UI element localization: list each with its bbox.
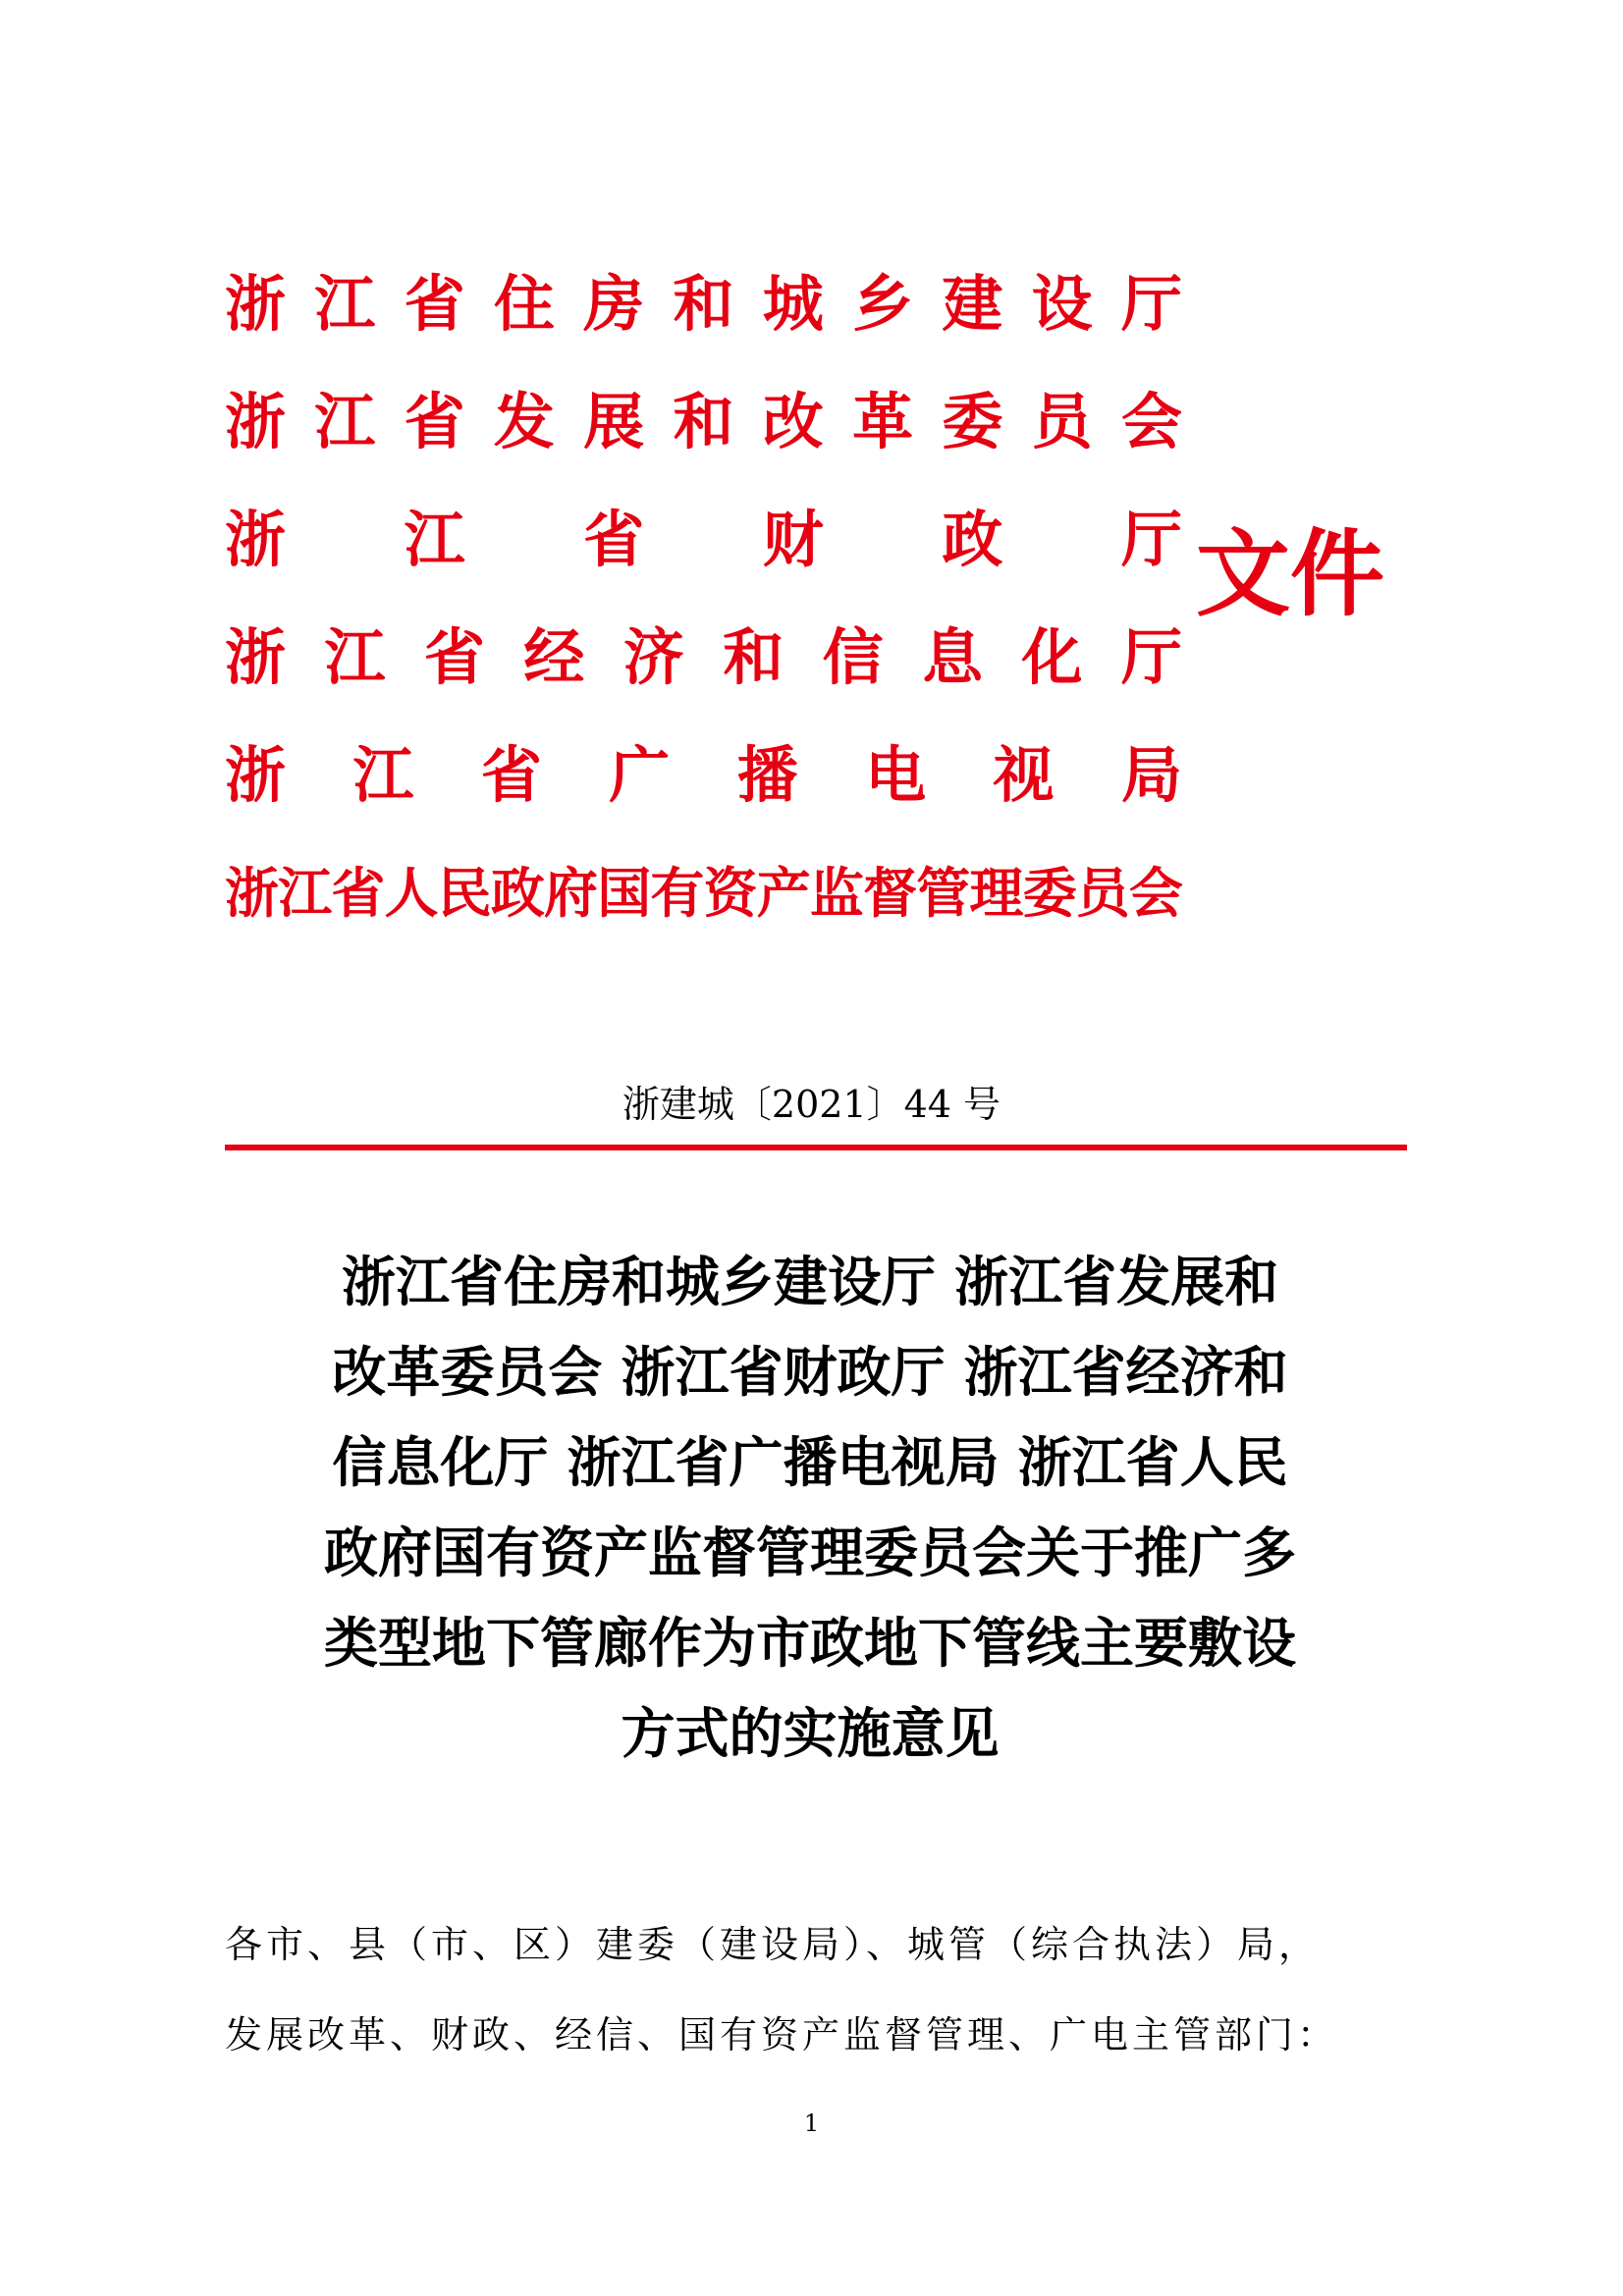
issuer-char: 资 (703, 861, 757, 925)
issuer-char: 浙 (225, 861, 279, 925)
issuer-char: 员 (1075, 861, 1129, 925)
issuer-char: 城 (762, 268, 824, 340)
document-suffix: 文件 (1196, 518, 1384, 629)
issuer-char: 省 (331, 861, 385, 925)
issuer-char: 会 (1128, 861, 1182, 925)
red-divider (225, 1145, 1407, 1150)
issuer-char: 江 (404, 504, 465, 575)
salutation (225, 1899, 1407, 2080)
issuer-char: 厅 (1120, 621, 1182, 693)
issuer-char: 有 (650, 861, 704, 925)
issuer-char: 浙 (225, 739, 287, 811)
issuer-char: 省 (423, 621, 485, 693)
title-line: 方式的实施意见 (621, 1701, 1000, 1765)
issuer-block (225, 245, 1182, 952)
issuer-char: 建 (942, 268, 1003, 340)
issuer-char: 委 (942, 386, 1003, 457)
issuer-char: 发 (493, 386, 555, 457)
title-line: 改革委员会 浙江省财政厅 浙江省经济和 (332, 1340, 1288, 1404)
issuer-char: 浙 (225, 504, 287, 575)
issuer-char: 国 (597, 861, 651, 925)
issuer-char: 政 (942, 504, 1003, 575)
issuer-char: 财 (762, 504, 824, 575)
issuer-char: 和 (673, 386, 734, 457)
issuer-char: 房 (583, 268, 645, 340)
issuer-line (225, 245, 1182, 363)
issuer-char: 和 (673, 268, 734, 340)
issuer-char: 省 (583, 504, 645, 575)
issuer-char: 乡 (852, 268, 914, 340)
issuer-char: 产 (756, 861, 810, 925)
issuer-line (225, 599, 1182, 717)
issuer-char: 济 (622, 621, 684, 693)
issuer-char: 理 (969, 861, 1023, 925)
issuer-char: 江 (314, 386, 376, 457)
issuer-char: 江 (324, 621, 386, 693)
issuer-line (225, 363, 1182, 481)
issuer-char: 厅 (1120, 268, 1182, 340)
issuer-char: 经 (523, 621, 585, 693)
issuer-char: 和 (723, 621, 784, 693)
issuer-char: 员 (1031, 386, 1093, 457)
issuer-line (225, 834, 1182, 952)
issuer-char: 浙 (225, 386, 287, 457)
issuer-char: 住 (493, 268, 555, 340)
issuer-char: 化 (1021, 621, 1083, 693)
document-title (236, 1237, 1384, 1779)
issuer-char: 电 (865, 739, 927, 811)
issuer-char: 会 (1120, 386, 1182, 457)
issuer-char: 江 (278, 861, 332, 925)
title-line: 政府国有资产监督管理委员会关于推广多 (323, 1521, 1296, 1584)
issuer-char: 信 (822, 621, 884, 693)
issuer-char: 江 (314, 268, 376, 340)
issuer-char: 视 (993, 739, 1055, 811)
issuer-char: 督 (863, 861, 917, 925)
issuer-char: 浙 (225, 621, 287, 693)
issuer-char: 厅 (1120, 504, 1182, 575)
issuer-char: 广 (609, 739, 671, 811)
issuer-char: 播 (736, 739, 798, 811)
issuer-char: 息 (922, 621, 984, 693)
issuer-char: 省 (404, 268, 465, 340)
issuer-char: 委 (1022, 861, 1076, 925)
issuer-char: 设 (1031, 268, 1093, 340)
issuer-char: 监 (809, 861, 863, 925)
issuer-char: 管 (916, 861, 970, 925)
title-line: 信息化厅 浙江省广播电视局 浙江省人民 (332, 1430, 1288, 1494)
issuer-char: 局 (1120, 739, 1182, 811)
issuer-char: 府 (544, 861, 598, 925)
issuer-char: 民 (437, 861, 491, 925)
issuer-char: 改 (762, 386, 824, 457)
issuer-char: 人 (384, 861, 438, 925)
issuer-char: 浙 (225, 268, 287, 340)
page-number: 1 (803, 2109, 820, 2137)
issuer-char: 省 (404, 386, 465, 457)
salutation-line: 发展改革、财政、经信、国有资产监督管理、广电主管部门： (225, 2013, 1339, 2056)
issuer-line (225, 481, 1182, 599)
document-number: 浙建城〔2021〕44 号 (622, 1083, 1001, 1126)
title-line: 类型地下管廊作为市政地下管线主要敷设 (323, 1611, 1296, 1675)
issuer-char: 江 (352, 739, 414, 811)
issuer-char: 革 (852, 386, 914, 457)
issuer-char: 省 (480, 739, 542, 811)
issuer-char: 展 (583, 386, 645, 457)
issuer-char: 政 (490, 861, 544, 925)
salutation-line: 各市、县（市、区）建委（建设局）、城管（综合执法）局， (225, 1923, 1321, 1966)
issuer-line (225, 717, 1182, 834)
title-line: 浙江省住房和城乡建设厅 浙江省发展和 (341, 1250, 1279, 1313)
